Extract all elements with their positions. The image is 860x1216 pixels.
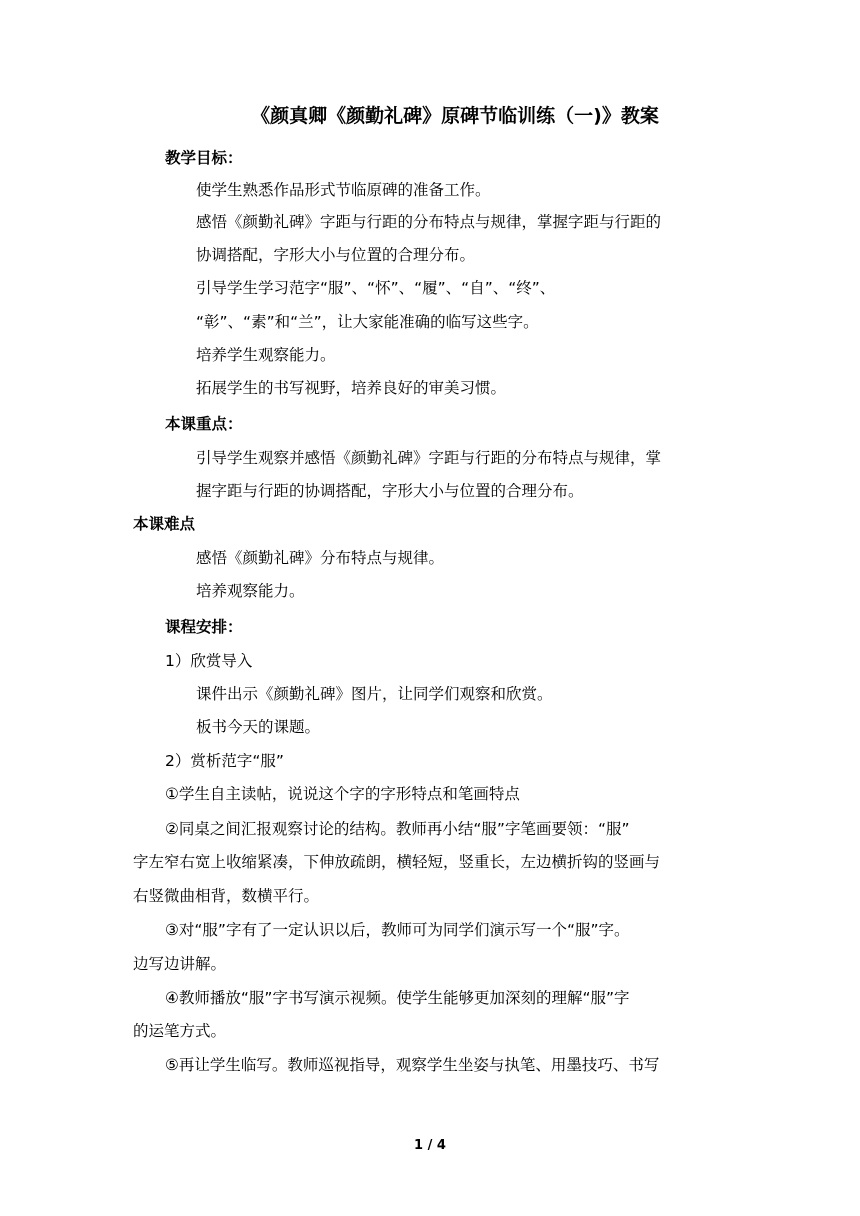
paragraph-line: 的运笔方式。	[133, 1022, 227, 1040]
paragraph-line: 右竖微曲相背，数横平行。	[133, 887, 320, 905]
step-item: 板书今天的课题。	[196, 718, 321, 736]
difficulties-item: 感悟《颜勤礼碑》分布特点与规律。	[196, 549, 445, 567]
keypoints-item: 引导学生观察并感悟《颜勤礼碑》字距与行距的分布特点与规律，掌	[196, 449, 662, 467]
arrangement-heading: 课程安排：	[165, 618, 243, 636]
objectives-item: 拓展学生的书写视野，培养良好的审美习惯。	[196, 379, 507, 397]
step-label: 2）赏析范字“服”	[165, 752, 284, 770]
objectives-item: 感悟《颜勤礼碑》字距与行距的分布特点与规律，掌握字距与行距的	[196, 213, 662, 231]
paragraph-line: ③对“服”字有了一定认识以后，教师可为同学们演示写一个“服”字。	[165, 921, 630, 939]
step-item: 课件出示《颜勤礼碑》图片，让同学们观察和欣赏。	[196, 685, 553, 703]
paragraph-line: ①学生自主读帖，说说这个字的字形特点和笔画特点	[165, 785, 520, 803]
objectives-item: “彰”、“素”和“兰”，让大家能准确的临写这些字。	[196, 313, 539, 331]
paragraph-line: 字左窄右宽上收缩紧凑，下伸放疏朗，横轻短，竖重长，左边横折钩的竖画与	[133, 853, 661, 871]
objectives-item: 协调搭配，字形大小与位置的合理分布。	[196, 246, 476, 264]
objectives-item: 培养学生观察能力。	[196, 346, 336, 364]
step-label: 1）欣赏导入	[165, 652, 253, 670]
keypoints-heading: 本课重点：	[165, 415, 243, 433]
objectives-heading: 教学目标：	[165, 149, 243, 167]
difficulties-heading: 本课难点	[133, 515, 196, 533]
paragraph-line: ②同桌之间汇报观察讨论的结构。教师再小结“服”字笔画要领：“服”	[165, 820, 630, 838]
objectives-item: 引导学生学习范字“服”、“怀”、“履”、“自”、“终”、	[196, 279, 556, 297]
page-title: 《颜真卿《颜勤礼碑》原碑节临训练（一)》教案	[251, 105, 659, 127]
paragraph-line: ④教师播放“服”字书写演示视频。使学生能够更加深刻的理解“服”字	[165, 989, 630, 1007]
page-number: 1 / 4	[414, 1138, 446, 1153]
paragraph-line: ⑤再让学生临写。教师巡视指导，观察学生坐姿与执笔、用墨技巧、书写	[165, 1056, 660, 1074]
paragraph-line: 边写边讲解。	[133, 955, 227, 973]
difficulties-item: 培养观察能力。	[196, 582, 305, 600]
keypoints-item: 握字距与行距的协调搭配，字形大小与位置的合理分布。	[196, 482, 584, 500]
objectives-item: 使学生熟悉作品形式节临原碑的准备工作。	[196, 181, 491, 199]
